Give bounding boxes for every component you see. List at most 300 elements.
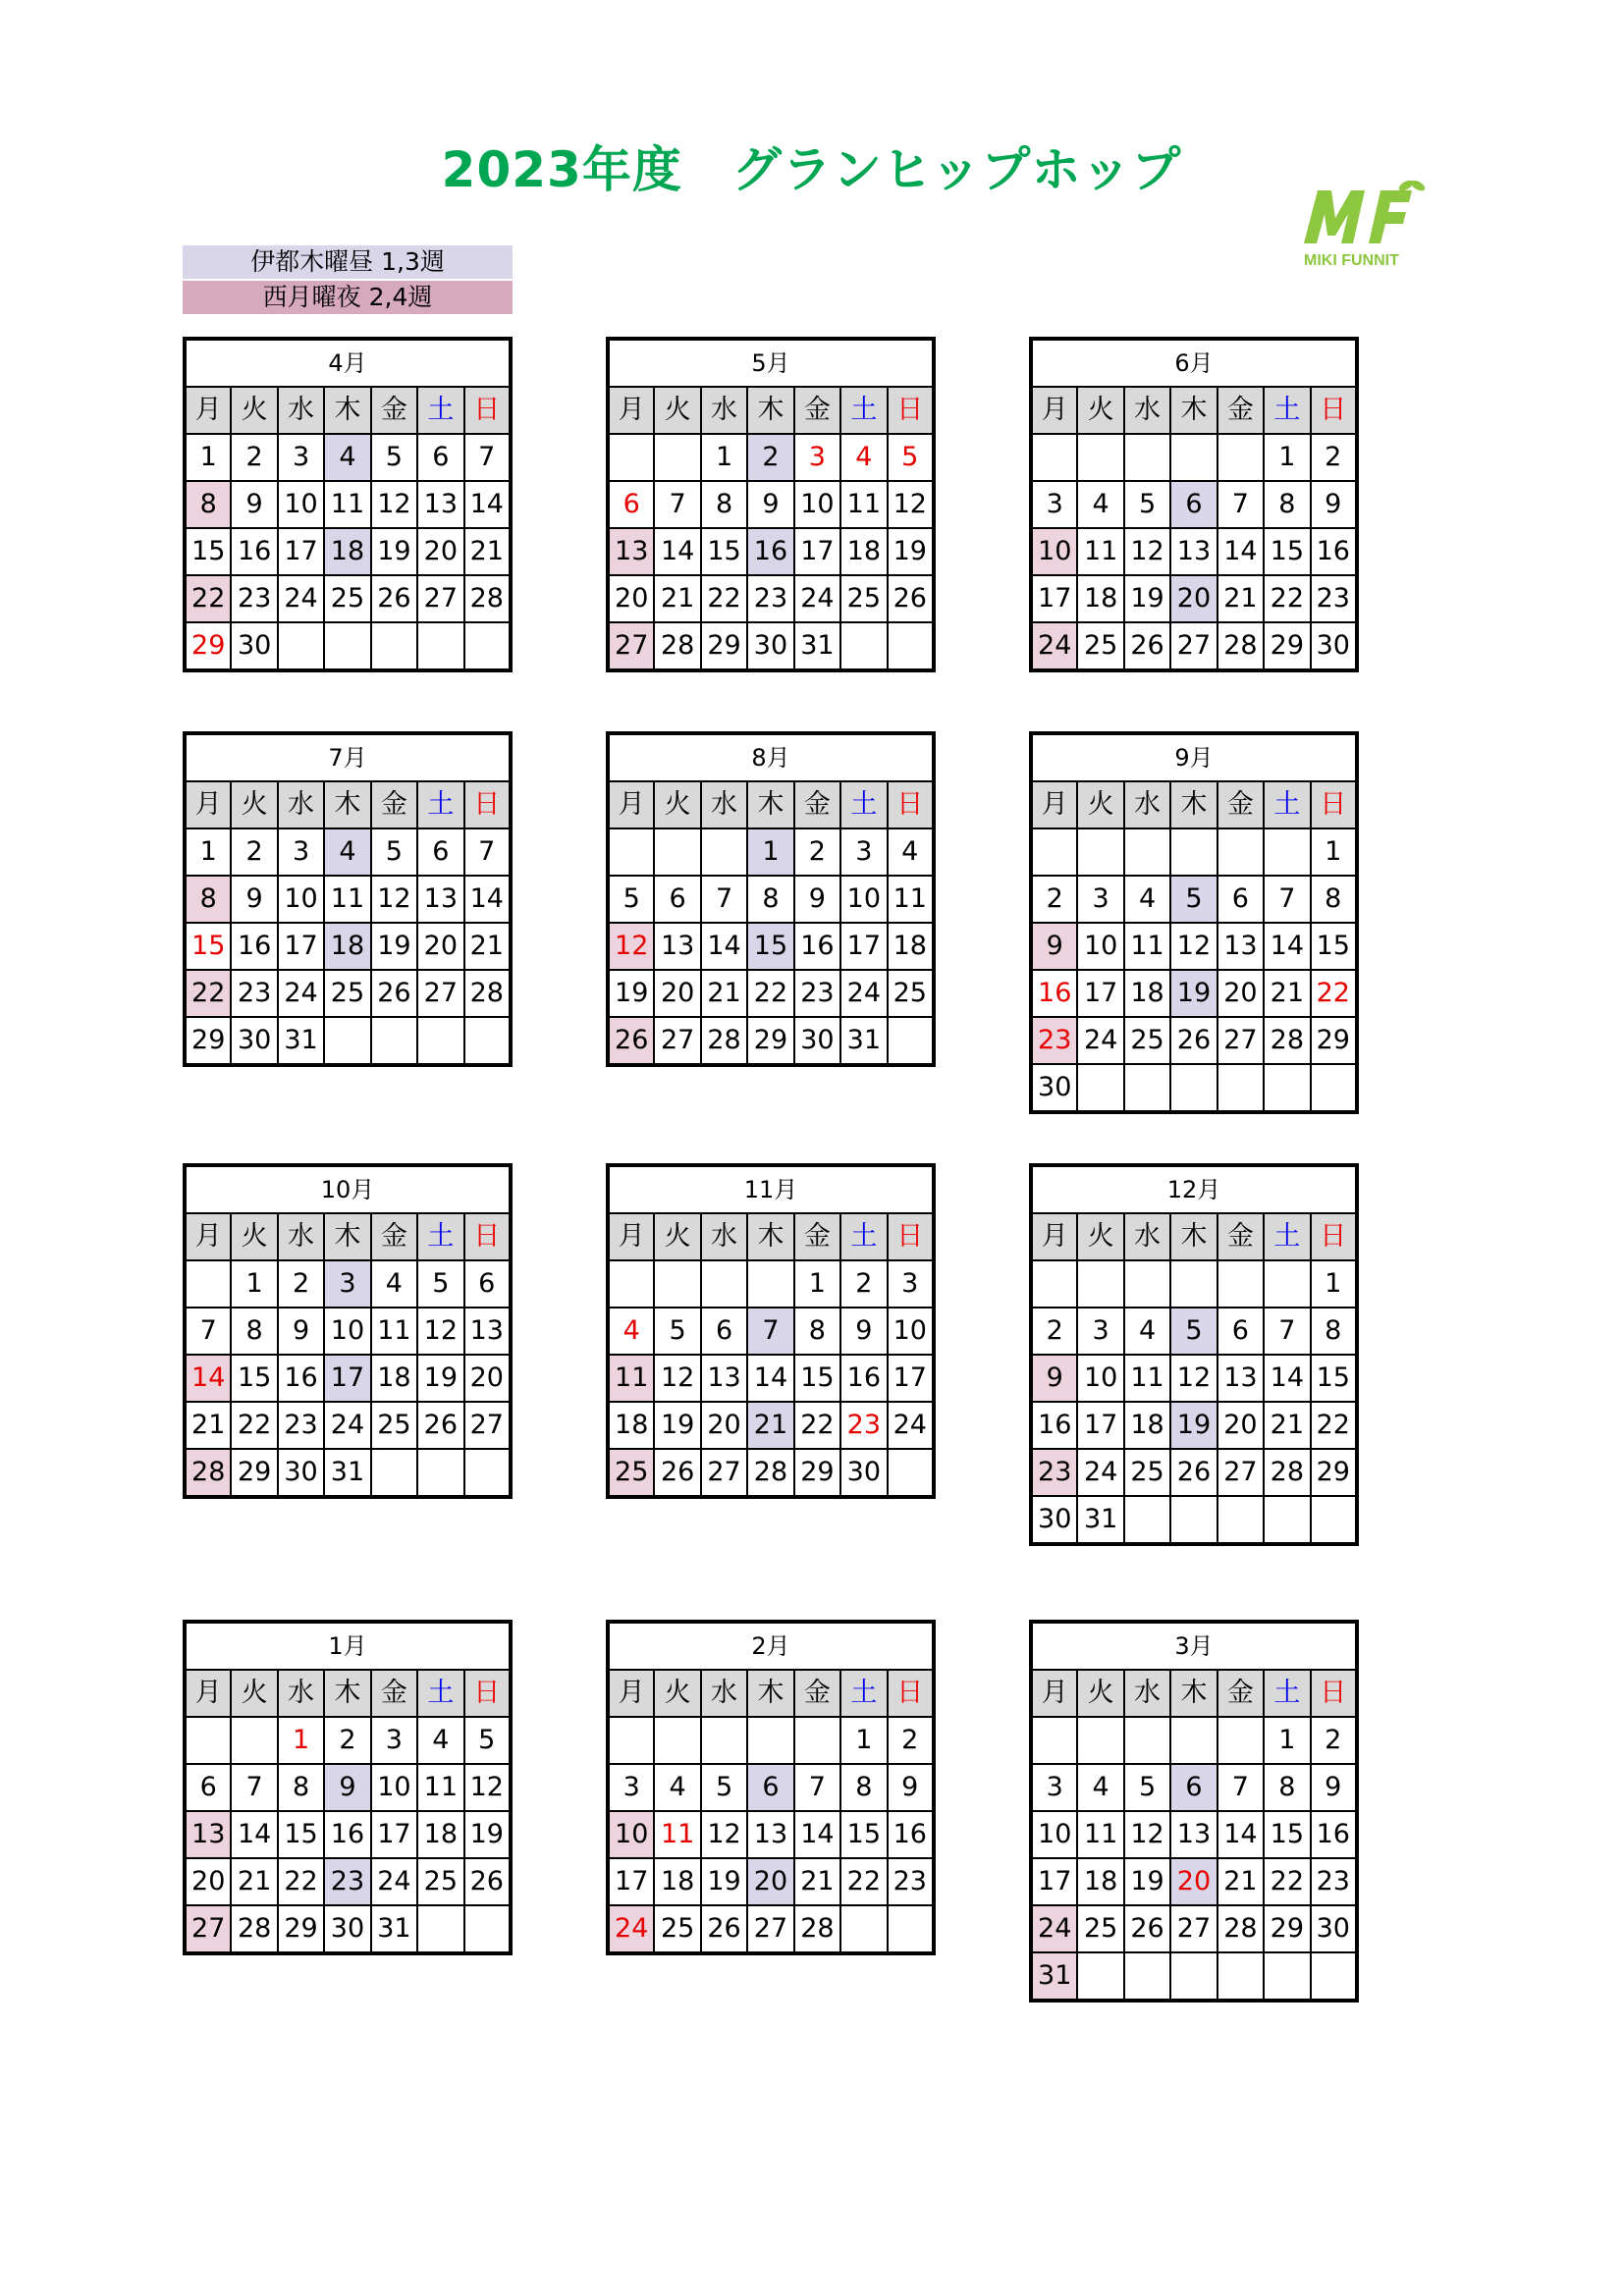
- day-cell: 8: [747, 876, 793, 923]
- weekday-header: 火: [231, 781, 277, 828]
- day-cell: 8: [231, 1308, 277, 1355]
- weekday-header: 日: [464, 1670, 511, 1717]
- day-cell: 17: [1031, 575, 1077, 622]
- day-cell: 19: [888, 528, 934, 575]
- empty-cell: [747, 1717, 793, 1764]
- day-cell: 30: [1311, 622, 1357, 670]
- day-cell: 21: [1264, 970, 1310, 1017]
- empty-cell: [840, 1905, 887, 1953]
- day-cell: 28: [185, 1449, 231, 1497]
- weekday-header: 木: [747, 781, 793, 828]
- day-cell: 20: [1217, 1402, 1264, 1449]
- weekday-header: 月: [608, 387, 654, 434]
- weekday-header: 水: [278, 387, 324, 434]
- day-cell: 17: [840, 923, 887, 970]
- empty-cell: [608, 1260, 654, 1308]
- day-cell: 22: [1264, 575, 1310, 622]
- day-cell: 2: [888, 1717, 934, 1764]
- empty-cell: [1264, 1496, 1310, 1544]
- day-cell: 4: [1124, 876, 1170, 923]
- day-cell: 3: [608, 1764, 654, 1811]
- day-cell: 24: [794, 575, 840, 622]
- empty-cell: [464, 622, 511, 670]
- empty-cell: [417, 1905, 463, 1953]
- day-cell: 6: [608, 481, 654, 528]
- day-cell: 24: [278, 575, 324, 622]
- day-cell: 24: [888, 1402, 934, 1449]
- day-cell: 25: [417, 1858, 463, 1905]
- day-cell: 2: [1311, 1717, 1357, 1764]
- weekday-header: 土: [840, 387, 887, 434]
- day-cell: 8: [840, 1764, 887, 1811]
- weekday-header: 土: [417, 387, 463, 434]
- empty-cell: [371, 1449, 417, 1497]
- empty-cell: [1217, 828, 1264, 876]
- day-cell: 11: [840, 481, 887, 528]
- weekday-header: 月: [185, 1670, 231, 1717]
- day-cell: 2: [278, 1260, 324, 1308]
- weekday-header: 火: [654, 781, 700, 828]
- day-cell: 26: [1124, 622, 1170, 670]
- weekday-header: 火: [1077, 781, 1123, 828]
- empty-cell: [840, 622, 887, 670]
- day-cell: 19: [464, 1811, 511, 1858]
- day-cell: 8: [278, 1764, 324, 1811]
- weekday-header: 日: [888, 1670, 934, 1717]
- day-cell: 20: [1170, 1858, 1217, 1905]
- day-cell: 12: [701, 1811, 747, 1858]
- day-cell: 11: [417, 1764, 463, 1811]
- weekday-header: 金: [371, 387, 417, 434]
- weekday-header: 金: [1217, 387, 1264, 434]
- day-cell: 4: [324, 434, 370, 481]
- day-cell: 28: [464, 575, 511, 622]
- weekday-header: 水: [1124, 387, 1170, 434]
- day-cell: 29: [1311, 1449, 1357, 1496]
- weekday-header: 月: [1031, 781, 1077, 828]
- month-calendar: [183, 731, 513, 1067]
- day-cell: 5: [371, 828, 417, 876]
- month-calendar: [1029, 731, 1359, 1114]
- weekday-header: 木: [1170, 1670, 1217, 1717]
- empty-cell: [1170, 1717, 1217, 1764]
- day-cell: 4: [654, 1764, 700, 1811]
- day-cell: 19: [1170, 970, 1217, 1017]
- day-cell: 1: [794, 1260, 840, 1308]
- weekday-header: 火: [231, 387, 277, 434]
- day-cell: 9: [1311, 481, 1357, 528]
- empty-cell: [1217, 1260, 1264, 1308]
- day-cell: 1: [1311, 1260, 1357, 1308]
- month-calendar: [606, 337, 936, 672]
- day-cell: 2: [231, 434, 277, 481]
- day-cell: 16: [840, 1355, 887, 1402]
- weekday-header: 金: [371, 1213, 417, 1260]
- day-cell: 28: [231, 1905, 277, 1953]
- month-name: 2月: [608, 1622, 934, 1670]
- empty-cell: [464, 1905, 511, 1953]
- day-cell: 28: [1264, 1017, 1310, 1064]
- day-cell: 25: [1077, 1905, 1123, 1952]
- day-cell: 21: [464, 923, 511, 970]
- weekday-header: 木: [324, 1213, 370, 1260]
- day-cell: 10: [840, 876, 887, 923]
- weekday-header: 土: [417, 781, 463, 828]
- day-cell: 18: [324, 923, 370, 970]
- day-cell: 29: [1264, 1905, 1310, 1952]
- day-cell: 26: [464, 1858, 511, 1905]
- day-cell: 23: [888, 1858, 934, 1905]
- day-cell: 1: [701, 434, 747, 481]
- day-cell: 2: [231, 828, 277, 876]
- day-cell: 4: [1124, 1308, 1170, 1355]
- day-cell: 7: [701, 876, 747, 923]
- empty-cell: [747, 1260, 793, 1308]
- day-cell: 18: [888, 923, 934, 970]
- day-cell: 18: [608, 1402, 654, 1449]
- weekday-header: 月: [608, 781, 654, 828]
- day-cell: 16: [747, 528, 793, 575]
- empty-cell: [1031, 1717, 1077, 1764]
- day-cell: 3: [371, 1717, 417, 1764]
- empty-cell: [464, 1017, 511, 1065]
- day-cell: 21: [1217, 1858, 1264, 1905]
- day-cell: 21: [747, 1402, 793, 1449]
- day-cell: 19: [371, 528, 417, 575]
- day-cell: 3: [1031, 481, 1077, 528]
- month-name: 1月: [185, 1622, 511, 1670]
- day-cell: 4: [371, 1260, 417, 1308]
- weekday-header: 土: [1264, 1213, 1310, 1260]
- weekday-header: 水: [701, 387, 747, 434]
- day-cell: 10: [888, 1308, 934, 1355]
- day-cell: 18: [417, 1811, 463, 1858]
- month-name: 12月: [1031, 1165, 1357, 1213]
- weekday-header: 土: [417, 1670, 463, 1717]
- weekday-header: 水: [1124, 781, 1170, 828]
- weekday-header: 水: [701, 1670, 747, 1717]
- day-cell: 27: [417, 970, 463, 1017]
- day-cell: 3: [324, 1260, 370, 1308]
- day-cell: 23: [794, 970, 840, 1017]
- empty-cell: [888, 1905, 934, 1953]
- weekday-header: 水: [278, 781, 324, 828]
- day-cell: 9: [888, 1764, 934, 1811]
- day-cell: 11: [324, 876, 370, 923]
- weekday-header: 月: [1031, 1213, 1077, 1260]
- day-cell: 16: [1031, 1402, 1077, 1449]
- day-cell: 24: [1031, 622, 1077, 670]
- day-cell: 17: [1077, 970, 1123, 1017]
- empty-cell: [1170, 1952, 1217, 2001]
- day-cell: 27: [417, 575, 463, 622]
- day-cell: 23: [1311, 575, 1357, 622]
- weekday-header: 水: [701, 781, 747, 828]
- weekday-header: 金: [794, 781, 840, 828]
- empty-cell: [1170, 1064, 1217, 1112]
- empty-cell: [1031, 434, 1077, 481]
- weekday-header: 日: [1311, 387, 1357, 434]
- day-cell: 29: [747, 1017, 793, 1065]
- day-cell: 3: [278, 434, 324, 481]
- day-cell: 17: [278, 528, 324, 575]
- day-cell: 31: [1031, 1952, 1077, 2001]
- day-cell: 16: [1311, 528, 1357, 575]
- day-cell: 31: [371, 1905, 417, 1953]
- day-cell: 6: [417, 828, 463, 876]
- weekday-header: 金: [794, 1670, 840, 1717]
- empty-cell: [1077, 1717, 1123, 1764]
- empty-cell: [1264, 1064, 1310, 1112]
- day-cell: 24: [1031, 1905, 1077, 1952]
- empty-cell: [1217, 1717, 1264, 1764]
- empty-cell: [654, 1717, 700, 1764]
- weekday-header: 木: [1170, 387, 1217, 434]
- day-cell: 1: [1311, 828, 1357, 876]
- day-cell: 13: [464, 1308, 511, 1355]
- empty-cell: [794, 1717, 840, 1764]
- day-cell: 17: [888, 1355, 934, 1402]
- day-cell: 26: [608, 1017, 654, 1065]
- weekday-header: 土: [417, 1213, 463, 1260]
- day-cell: 12: [464, 1764, 511, 1811]
- day-cell: 27: [1170, 622, 1217, 670]
- day-cell: 5: [1170, 876, 1217, 923]
- day-cell: 5: [608, 876, 654, 923]
- day-cell: 14: [1217, 1811, 1264, 1858]
- day-cell: 7: [654, 481, 700, 528]
- month-calendar: [1029, 1163, 1359, 1546]
- day-cell: 10: [1031, 528, 1077, 575]
- day-cell: 21: [185, 1402, 231, 1449]
- day-cell: 15: [840, 1811, 887, 1858]
- weekday-header: 土: [1264, 781, 1310, 828]
- day-cell: 12: [1170, 923, 1217, 970]
- day-cell: 16: [794, 923, 840, 970]
- day-cell: 4: [417, 1717, 463, 1764]
- day-cell: 15: [231, 1355, 277, 1402]
- day-cell: 10: [324, 1308, 370, 1355]
- day-cell: 26: [417, 1402, 463, 1449]
- weekday-header: 土: [840, 781, 887, 828]
- day-cell: 12: [371, 481, 417, 528]
- day-cell: 22: [1311, 1402, 1357, 1449]
- weekday-header: 木: [324, 1670, 370, 1717]
- day-cell: 5: [417, 1260, 463, 1308]
- day-cell: 24: [608, 1905, 654, 1953]
- day-cell: 13: [417, 481, 463, 528]
- day-cell: 9: [794, 876, 840, 923]
- empty-cell: [417, 1017, 463, 1065]
- day-cell: 6: [185, 1764, 231, 1811]
- day-cell: 2: [840, 1260, 887, 1308]
- day-cell: 22: [794, 1402, 840, 1449]
- empty-cell: [1264, 1952, 1310, 2001]
- month-calendar: [606, 1620, 936, 1955]
- day-cell: 9: [231, 876, 277, 923]
- empty-cell: [1124, 1952, 1170, 2001]
- day-cell: 6: [1217, 1308, 1264, 1355]
- day-cell: 1: [278, 1717, 324, 1764]
- empty-cell: [701, 828, 747, 876]
- day-cell: 30: [1311, 1905, 1357, 1952]
- day-cell: 11: [654, 1811, 700, 1858]
- day-cell: 20: [1170, 575, 1217, 622]
- empty-cell: [1217, 1952, 1264, 2001]
- day-cell: 7: [1217, 1764, 1264, 1811]
- day-cell: 14: [231, 1811, 277, 1858]
- day-cell: 30: [231, 1017, 277, 1065]
- day-cell: 16: [1311, 1811, 1357, 1858]
- weekday-header: 木: [324, 387, 370, 434]
- day-cell: 9: [1311, 1764, 1357, 1811]
- day-cell: 26: [654, 1449, 700, 1497]
- day-cell: 17: [1077, 1402, 1123, 1449]
- day-cell: 18: [840, 528, 887, 575]
- day-cell: 2: [1031, 876, 1077, 923]
- day-cell: 27: [654, 1017, 700, 1065]
- day-cell: 8: [701, 481, 747, 528]
- weekday-header: 木: [1170, 1213, 1217, 1260]
- day-cell: 14: [464, 876, 511, 923]
- day-cell: 14: [464, 481, 511, 528]
- month-calendar: [606, 1163, 936, 1499]
- empty-cell: [1264, 1260, 1310, 1308]
- day-cell: 7: [464, 828, 511, 876]
- day-cell: 28: [701, 1017, 747, 1065]
- empty-cell: [417, 1449, 463, 1497]
- day-cell: 9: [324, 1764, 370, 1811]
- day-cell: 23: [1311, 1858, 1357, 1905]
- day-cell: 15: [185, 923, 231, 970]
- day-cell: 21: [794, 1858, 840, 1905]
- day-cell: 12: [888, 481, 934, 528]
- day-cell: 14: [747, 1355, 793, 1402]
- day-cell: 14: [1264, 1355, 1310, 1402]
- day-cell: 27: [185, 1905, 231, 1953]
- day-cell: 13: [1217, 1355, 1264, 1402]
- day-cell: 23: [231, 970, 277, 1017]
- logo-text: MIKI FUNNIT: [1304, 252, 1399, 269]
- day-cell: 16: [324, 1811, 370, 1858]
- day-cell: 29: [278, 1905, 324, 1953]
- day-cell: 3: [840, 828, 887, 876]
- day-cell: 18: [654, 1858, 700, 1905]
- day-cell: 20: [417, 923, 463, 970]
- day-cell: 23: [231, 575, 277, 622]
- weekday-header: 水: [278, 1213, 324, 1260]
- month-calendar: [183, 1163, 513, 1499]
- weekday-header: 火: [231, 1213, 277, 1260]
- day-cell: 7: [1217, 481, 1264, 528]
- day-cell: 15: [701, 528, 747, 575]
- day-cell: 20: [464, 1355, 511, 1402]
- day-cell: 22: [278, 1858, 324, 1905]
- day-cell: 14: [1264, 923, 1310, 970]
- empty-cell: [1077, 1260, 1123, 1308]
- empty-cell: [888, 622, 934, 670]
- empty-cell: [371, 622, 417, 670]
- day-cell: 8: [185, 876, 231, 923]
- day-cell: 14: [701, 923, 747, 970]
- empty-cell: [278, 622, 324, 670]
- day-cell: 20: [654, 970, 700, 1017]
- weekday-header: 土: [840, 1213, 887, 1260]
- weekday-header: 水: [278, 1670, 324, 1717]
- day-cell: 22: [840, 1858, 887, 1905]
- empty-cell: [654, 434, 700, 481]
- empty-cell: [1124, 1717, 1170, 1764]
- day-cell: 19: [417, 1355, 463, 1402]
- day-cell: 18: [371, 1355, 417, 1402]
- weekday-header: 金: [371, 781, 417, 828]
- day-cell: 4: [888, 828, 934, 876]
- empty-cell: [888, 1017, 934, 1065]
- day-cell: 2: [747, 434, 793, 481]
- day-cell: 13: [701, 1355, 747, 1402]
- day-cell: 30: [324, 1905, 370, 1953]
- day-cell: 22: [185, 575, 231, 622]
- day-cell: 25: [840, 575, 887, 622]
- weekday-header: 金: [371, 1670, 417, 1717]
- day-cell: 31: [1077, 1496, 1123, 1544]
- day-cell: 25: [324, 970, 370, 1017]
- day-cell: 1: [840, 1717, 887, 1764]
- day-cell: 15: [794, 1355, 840, 1402]
- day-cell: 20: [701, 1402, 747, 1449]
- day-cell: 25: [371, 1402, 417, 1449]
- day-cell: 7: [231, 1764, 277, 1811]
- day-cell: 31: [794, 622, 840, 670]
- month-name: 7月: [185, 733, 511, 781]
- day-cell: 14: [654, 528, 700, 575]
- weekday-header: 日: [464, 781, 511, 828]
- empty-cell: [654, 828, 700, 876]
- day-cell: 12: [417, 1308, 463, 1355]
- day-cell: 21: [231, 1858, 277, 1905]
- day-cell: 5: [371, 434, 417, 481]
- day-cell: 29: [701, 622, 747, 670]
- day-cell: 26: [371, 575, 417, 622]
- day-cell: 6: [464, 1260, 511, 1308]
- day-cell: 21: [464, 528, 511, 575]
- day-cell: 21: [654, 575, 700, 622]
- day-cell: 11: [888, 876, 934, 923]
- empty-cell: [701, 1717, 747, 1764]
- day-cell: 10: [1077, 923, 1123, 970]
- day-cell: 17: [278, 923, 324, 970]
- day-cell: 11: [1077, 528, 1123, 575]
- day-cell: 3: [278, 828, 324, 876]
- empty-cell: [324, 622, 370, 670]
- empty-cell: [1124, 1260, 1170, 1308]
- weekday-header: 金: [1217, 1670, 1264, 1717]
- day-cell: 19: [1124, 1858, 1170, 1905]
- day-cell: 28: [794, 1905, 840, 1953]
- day-cell: 1: [1264, 1717, 1310, 1764]
- day-cell: 27: [464, 1402, 511, 1449]
- day-cell: 16: [231, 528, 277, 575]
- weekday-header: 火: [1077, 1213, 1123, 1260]
- day-cell: 24: [278, 970, 324, 1017]
- day-cell: 23: [278, 1402, 324, 1449]
- empty-cell: [608, 434, 654, 481]
- day-cell: 1: [1264, 434, 1310, 481]
- weekday-header: 土: [1264, 1670, 1310, 1717]
- empty-cell: [371, 1017, 417, 1065]
- day-cell: 2: [1311, 434, 1357, 481]
- day-cell: 19: [654, 1402, 700, 1449]
